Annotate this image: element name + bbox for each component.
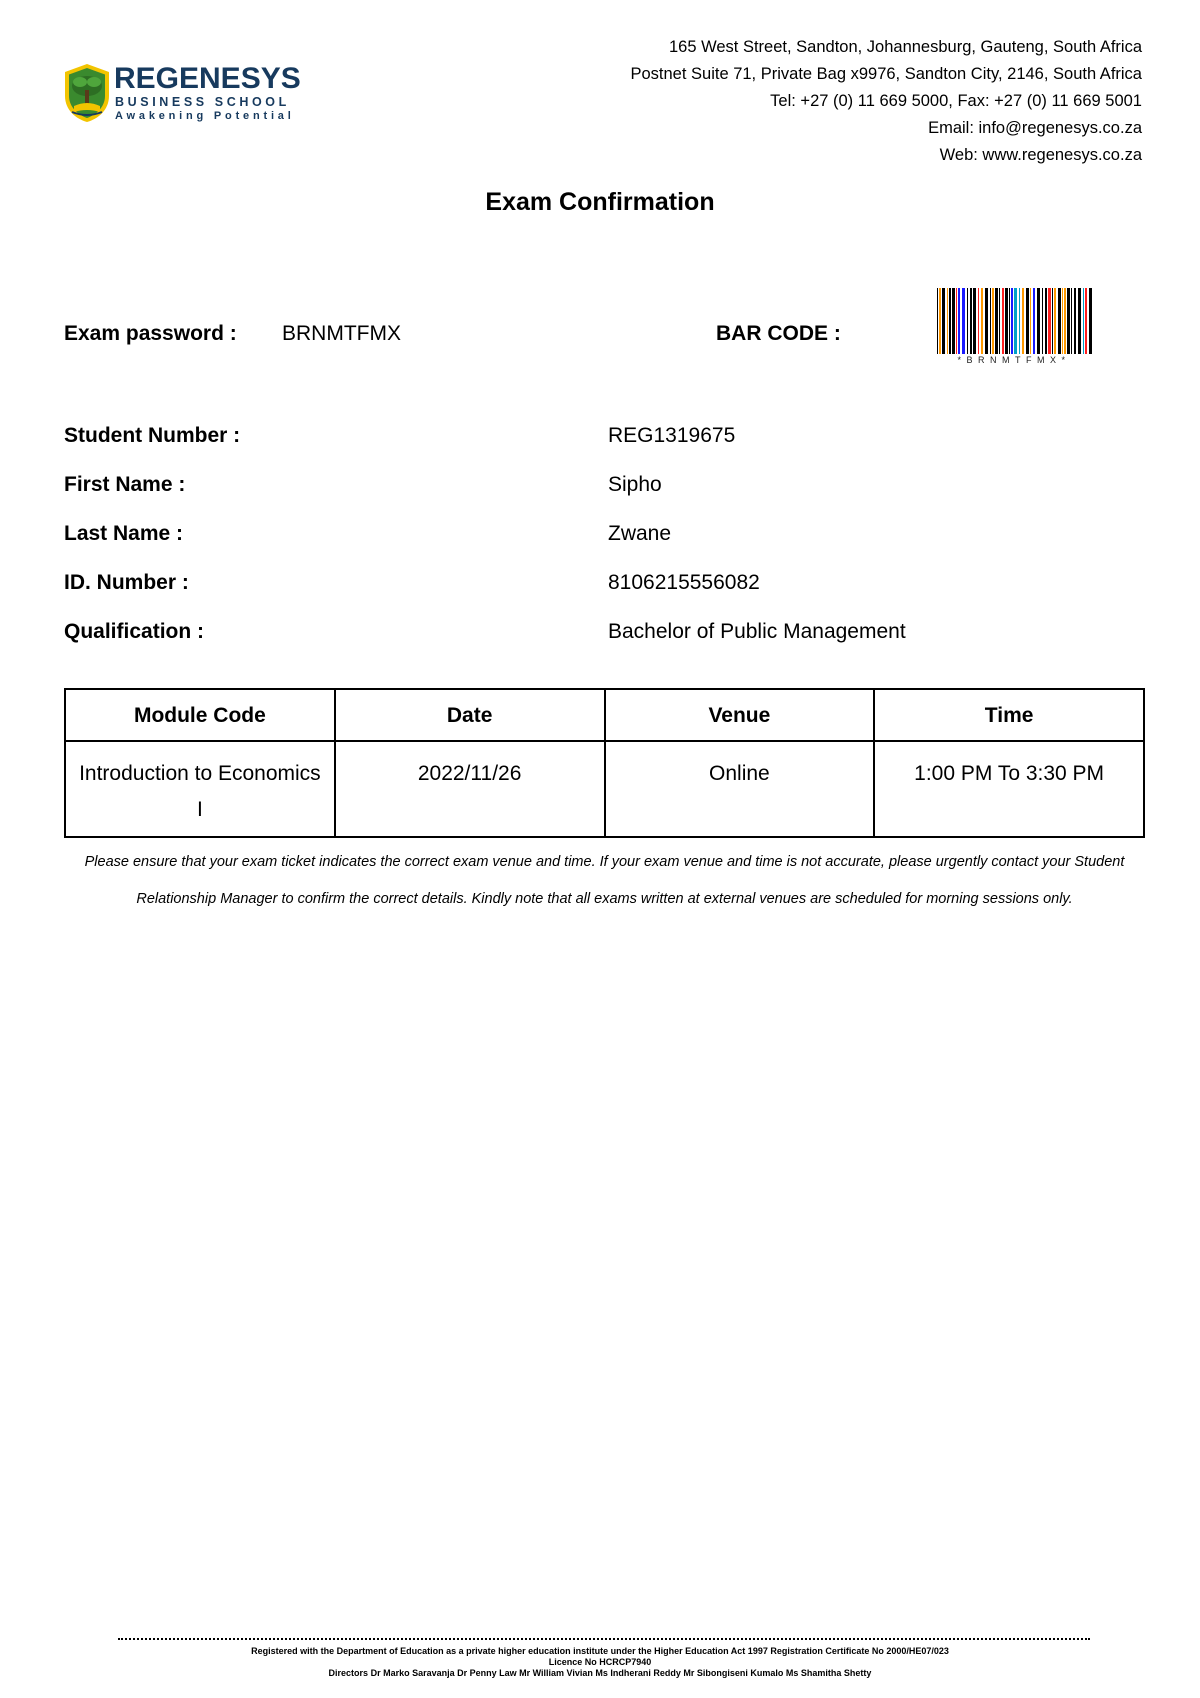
address-line-email: Email: info@regenesys.co.za — [928, 119, 1142, 137]
barcode-bar — [1022, 288, 1024, 354]
logo-tagline: Awakening Potential — [115, 110, 295, 122]
student-number-value: REG1319675 — [608, 424, 736, 447]
barcode-bar — [1078, 288, 1081, 354]
module-code-cell: Introduction to Economics I — [65, 741, 335, 837]
tree-emblem-icon — [62, 62, 112, 124]
barcode-bar — [1011, 288, 1013, 354]
exam-password-label: Exam password : — [64, 322, 237, 345]
footer-directors-line: Directors Dr Marko Saravanja Dr Penny Law Mr William Vivian Ms Indherani Reddy Mr Sibongiseni Kumalo Ms Shamitha Shetty — [328, 1668, 872, 1678]
exam-notice: Please ensure that your exam ticket indicates the correct exam venue and time. If your exam venue and time is not accurate, please urgently contact your Student Relationship Manager to confirm the correct details. Kindly note that all exams written at external venues are scheduled for morning sessions only. — [84, 854, 1125, 907]
barcode-bar — [949, 288, 951, 354]
exam-schedule-table — [64, 688, 1145, 838]
barcode-image — [936, 288, 1092, 358]
barcode-bar — [1064, 288, 1066, 354]
barcode-bar — [1030, 288, 1031, 354]
page-title: Exam Confirmation — [485, 188, 715, 216]
barcode-label: BAR CODE : — [716, 322, 841, 345]
table-header-row — [65, 689, 1144, 741]
barcode-bar — [962, 288, 965, 354]
barcode-bar — [1074, 288, 1076, 354]
student-number-label: Student Number : — [64, 424, 241, 447]
column-header-venue: Venue — [605, 689, 875, 741]
barcode-bar — [1071, 288, 1072, 354]
barcode-bar — [1005, 288, 1008, 354]
address-line-street: 165 West Street, Sandton, Johannesburg, Gauteng, South Africa — [668, 38, 1142, 56]
barcode-bar — [952, 288, 955, 354]
barcode-bar — [956, 288, 957, 354]
last-name-label: Last Name : — [64, 522, 184, 545]
barcode-bar — [999, 288, 1000, 354]
barcode-bar — [1058, 288, 1061, 354]
barcode-bar — [1002, 288, 1004, 354]
barcode-bar — [1045, 288, 1047, 354]
school-address-block — [630, 34, 1142, 169]
column-header-time: Time — [874, 689, 1144, 741]
barcode-bar — [1062, 288, 1063, 354]
barcode-bar — [992, 288, 994, 354]
barcode-bar — [1048, 288, 1051, 354]
barcode-bar — [1052, 288, 1053, 354]
address-line-web: Web: www.regenesys.co.za — [939, 146, 1142, 164]
barcode-bar — [978, 288, 979, 354]
address-line-phone: Tel: +27 (0) 11 669 5000, Fax: +27 (0) 11 669 5001 — [770, 92, 1142, 110]
barcode-bar — [967, 288, 968, 354]
footer-licence-line: Licence No HCRCP7940 — [548, 1657, 652, 1667]
column-header-module-code: Module Code — [65, 689, 335, 741]
venue-cell: Online — [605, 741, 875, 837]
barcode-bar — [1019, 288, 1020, 354]
barcode-bar — [970, 288, 972, 354]
first-name-value: Sipho — [608, 473, 662, 496]
last-name-value: Zwane — [608, 522, 672, 545]
qualification-value: Bachelor of Public Management — [608, 620, 906, 643]
barcode-bar — [981, 288, 983, 354]
exam-password-value: BRNMTFMX — [282, 322, 401, 345]
table-row — [65, 741, 1144, 837]
footer-registration-line: Registered with the Department of Education as a private higher education institute under the Higher Education Act 1997 Registration Certificate No 2000/HE07/023 — [251, 1646, 949, 1656]
logo-name: REGENESYS — [114, 62, 301, 95]
barcode-bar — [939, 288, 941, 354]
barcode-bar — [1037, 288, 1040, 354]
barcode-bar — [1042, 288, 1043, 354]
first-name-label: First Name : — [64, 473, 186, 496]
barcode-text: *BRNMTFMX* — [957, 355, 1071, 365]
regenesys-logo — [62, 62, 327, 124]
id-number-label: ID. Number : — [64, 571, 189, 594]
barcode-bar — [1089, 288, 1092, 354]
barcode-bar — [990, 288, 991, 354]
barcode-bar — [973, 288, 976, 354]
logo-subtitle: BUSINESS SCHOOL — [115, 95, 290, 109]
barcode-bar — [985, 288, 988, 354]
column-header-date: Date — [335, 689, 605, 741]
qualification-label: Qualification : — [64, 620, 205, 643]
barcode-bar — [1026, 288, 1029, 354]
barcode-bar — [1067, 288, 1070, 354]
time-cell: 1:00 PM To 3:30 PM — [874, 741, 1144, 837]
registration-footer — [0, 1646, 1200, 1679]
id-number-value: 8106215556082 — [608, 571, 760, 594]
address-line-postal: Postnet Suite 71, Private Bag x9976, Sandton City, 2146, South Africa — [630, 65, 1142, 83]
date-cell: 2022/11/26 — [335, 741, 605, 837]
barcode-bar — [1083, 288, 1084, 354]
barcode-bar — [1054, 288, 1056, 354]
barcode-bar — [1014, 288, 1017, 354]
barcode-bar — [937, 288, 938, 354]
footer-divider — [118, 1638, 1090, 1640]
barcode-bar — [1085, 288, 1087, 354]
barcode-bar — [995, 288, 998, 354]
barcode-bar — [942, 288, 945, 354]
barcode-bar — [958, 288, 960, 354]
barcode-bar — [1033, 288, 1035, 354]
barcode-bar — [1009, 288, 1010, 354]
barcode-bar — [947, 288, 948, 354]
